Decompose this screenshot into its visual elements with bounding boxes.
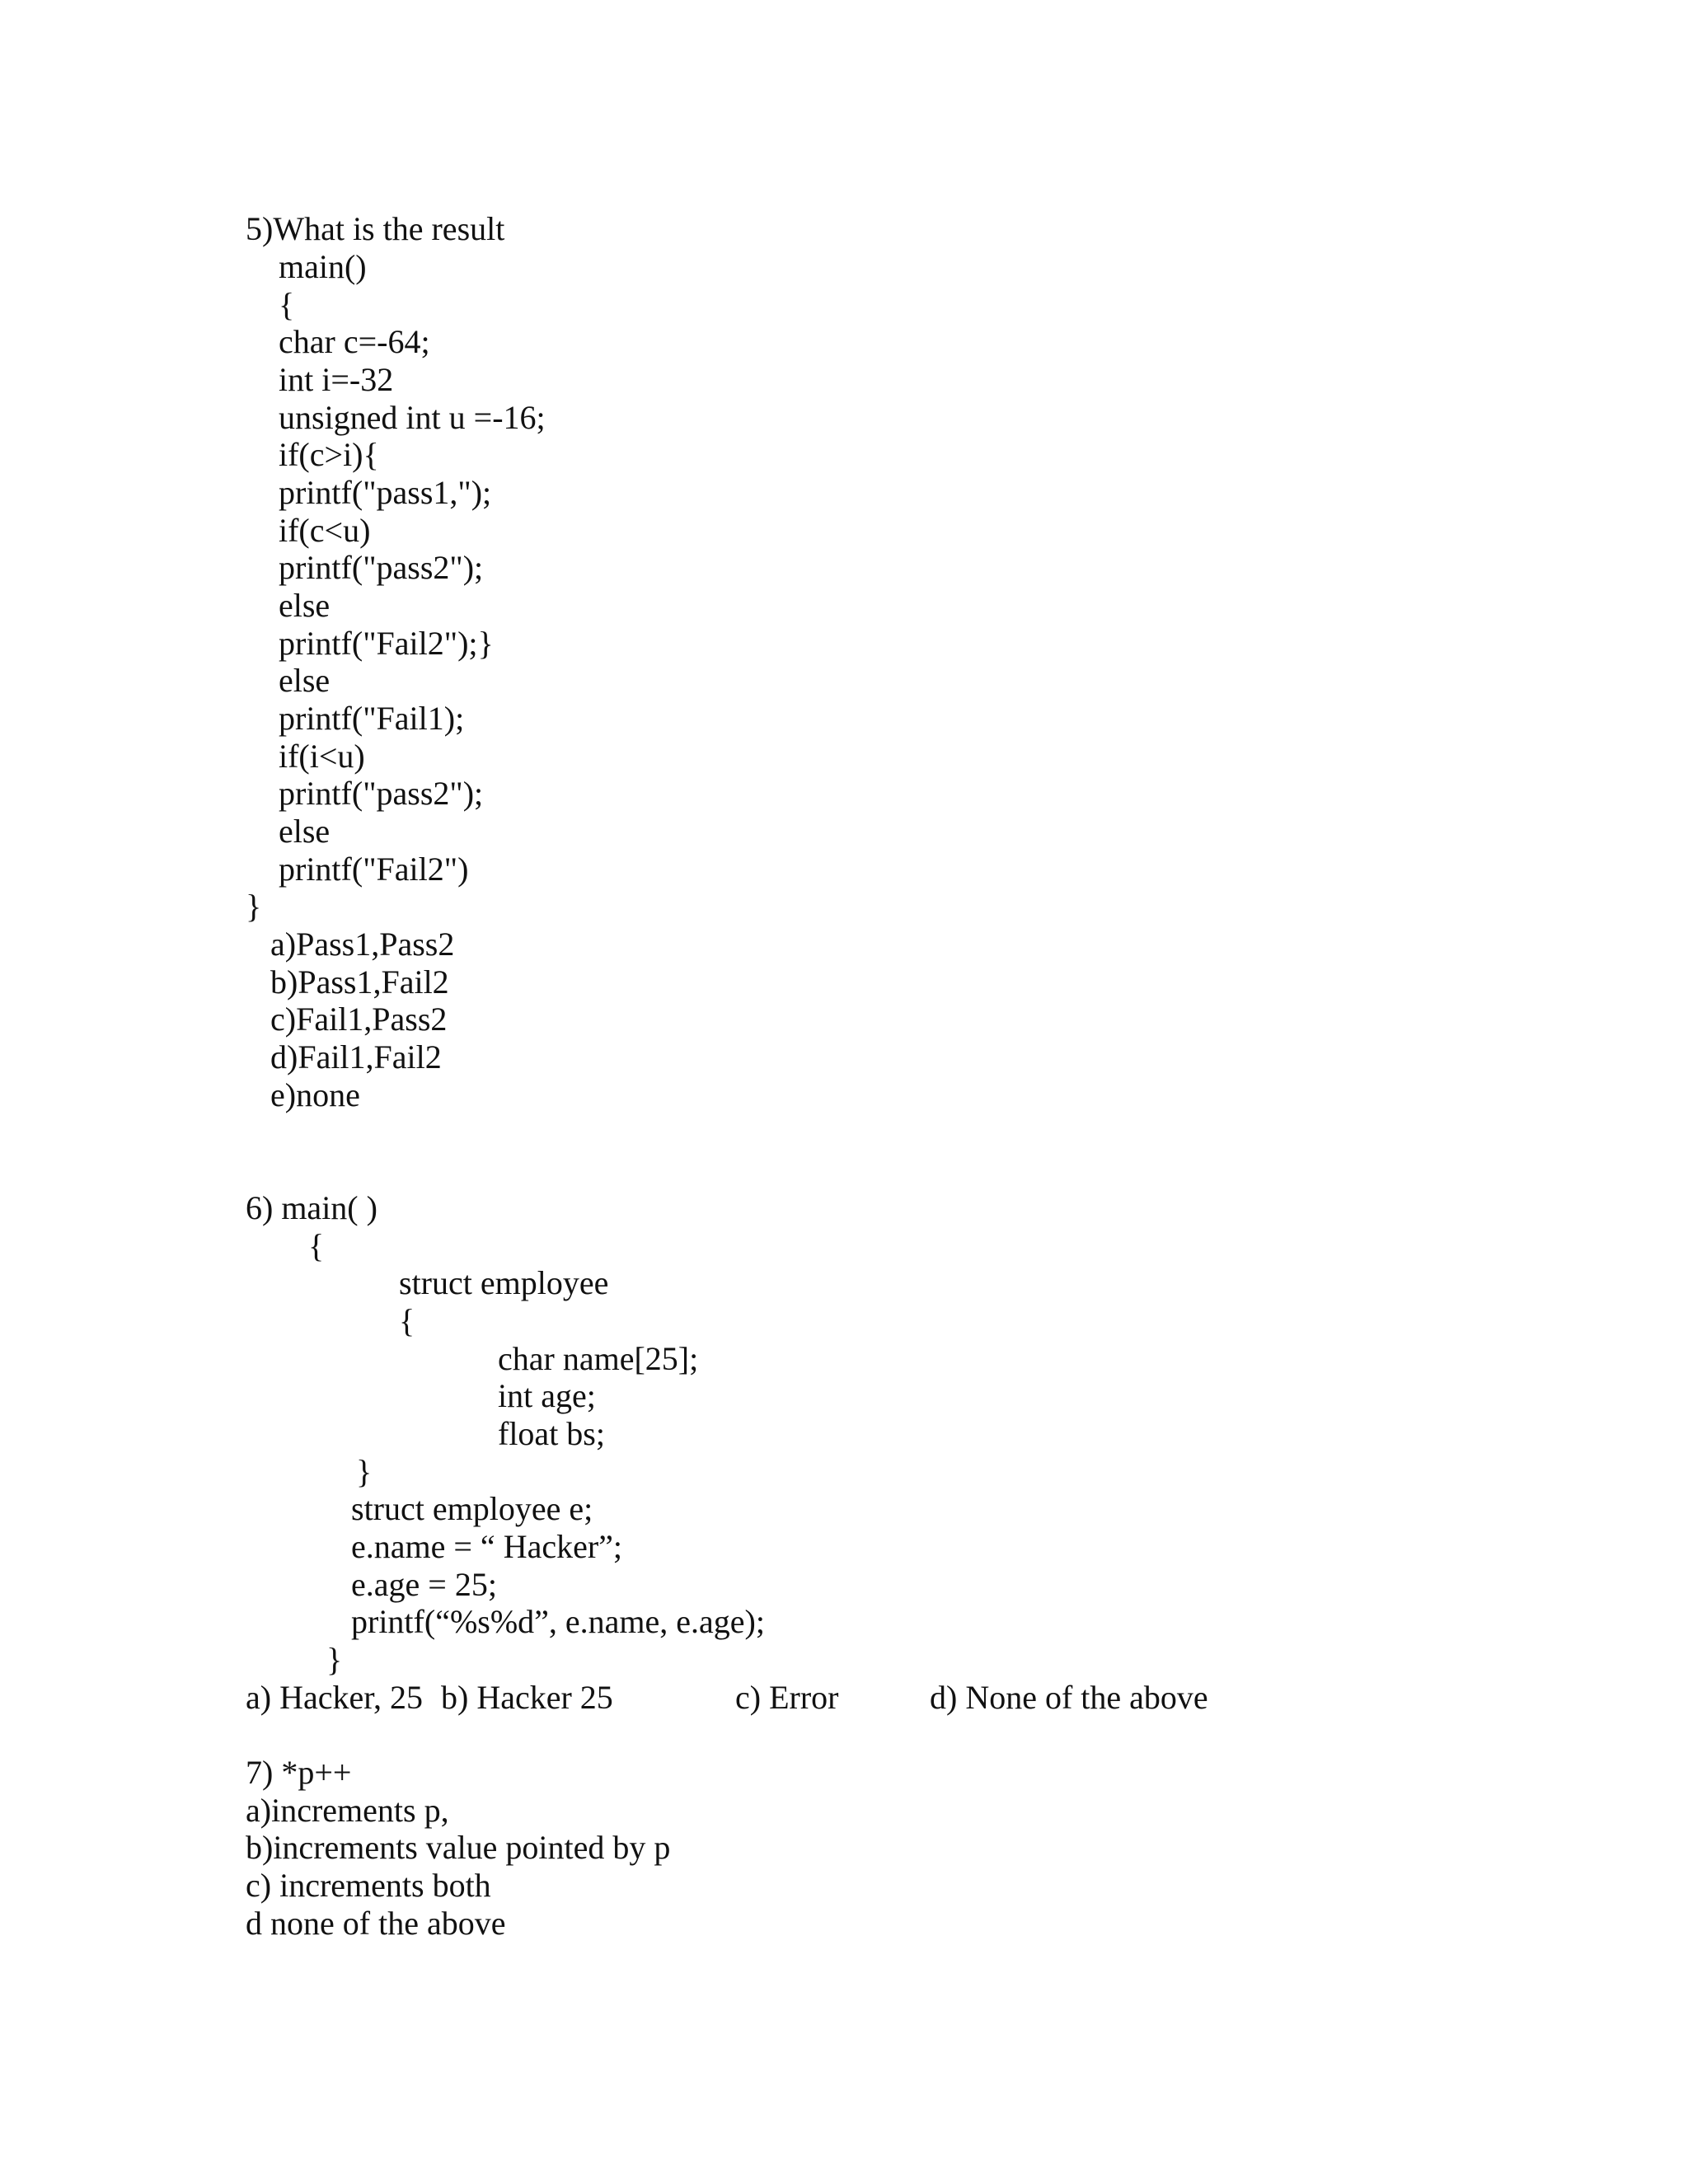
answer-option: c)Fail1,Pass2 <box>270 1001 448 1038</box>
struct-open-brace: { <box>399 1302 415 1339</box>
code-line: int i=-32 <box>279 361 394 398</box>
code-line: main() <box>279 248 367 285</box>
code-line: else <box>279 813 331 850</box>
answer-option: b)Pass1,Fail2 <box>270 963 449 1001</box>
code-line: char c=-64; <box>279 323 430 360</box>
answer-option: b) Hacker 25 <box>441 1679 613 1716</box>
code-line: printf("Fail1); <box>279 700 465 737</box>
close-brace: } <box>326 1641 343 1678</box>
code-line: { <box>279 286 295 323</box>
answer-option: d none of the above <box>246 1905 506 1942</box>
code-line: printf("Fail2");} <box>279 625 494 662</box>
code-line: if(i<u) <box>279 738 365 775</box>
closing-brace: } <box>246 888 262 925</box>
code-line: printf("pass2"); <box>279 549 484 586</box>
answer-option: b)increments value pointed by p <box>246 1829 671 1866</box>
answer-option: c) Error <box>735 1679 839 1716</box>
answer-option: a)Pass1,Pass2 <box>270 926 455 963</box>
struct-field: float bs; <box>498 1415 605 1452</box>
code-line: if(c>i){ <box>279 436 379 473</box>
code-line: else <box>279 587 331 624</box>
struct-field: int age; <box>498 1377 596 1414</box>
struct-field: char name[25]; <box>498 1340 699 1377</box>
open-brace: { <box>308 1227 325 1264</box>
code-line: if(c<u) <box>279 512 371 549</box>
answer-option: a)increments p, <box>246 1792 449 1829</box>
code-line: printf("pass1,"); <box>279 474 492 511</box>
code-line: printf("pass2"); <box>279 775 484 812</box>
answer-option: a) Hacker, 25 <box>246 1679 423 1716</box>
code-line: printf("Fail2") <box>279 851 469 888</box>
code-line: struct employee e; <box>351 1490 593 1527</box>
struct-close-brace: } <box>356 1453 373 1490</box>
question-7-title: 7) *p++ <box>246 1754 352 1791</box>
code-line: e.name = “ Hacker”; <box>351 1528 623 1565</box>
question-6-title: 6) main( ) <box>246 1189 377 1226</box>
struct-declaration: struct employee <box>399 1264 609 1301</box>
code-line: e.age = 25; <box>351 1566 497 1603</box>
code-line: else <box>279 662 331 699</box>
answer-option: d) None of the above <box>930 1679 1208 1716</box>
answer-option: e)none <box>270 1076 360 1113</box>
code-line: unsigned int u =-16; <box>279 399 546 436</box>
question-5-title: 5)What is the result <box>246 210 505 247</box>
answer-option: d)Fail1,Fail2 <box>270 1038 442 1076</box>
code-line: printf(“%s%d”, e.name, e.age); <box>351 1603 765 1640</box>
answer-option: c) increments both <box>246 1867 491 1904</box>
